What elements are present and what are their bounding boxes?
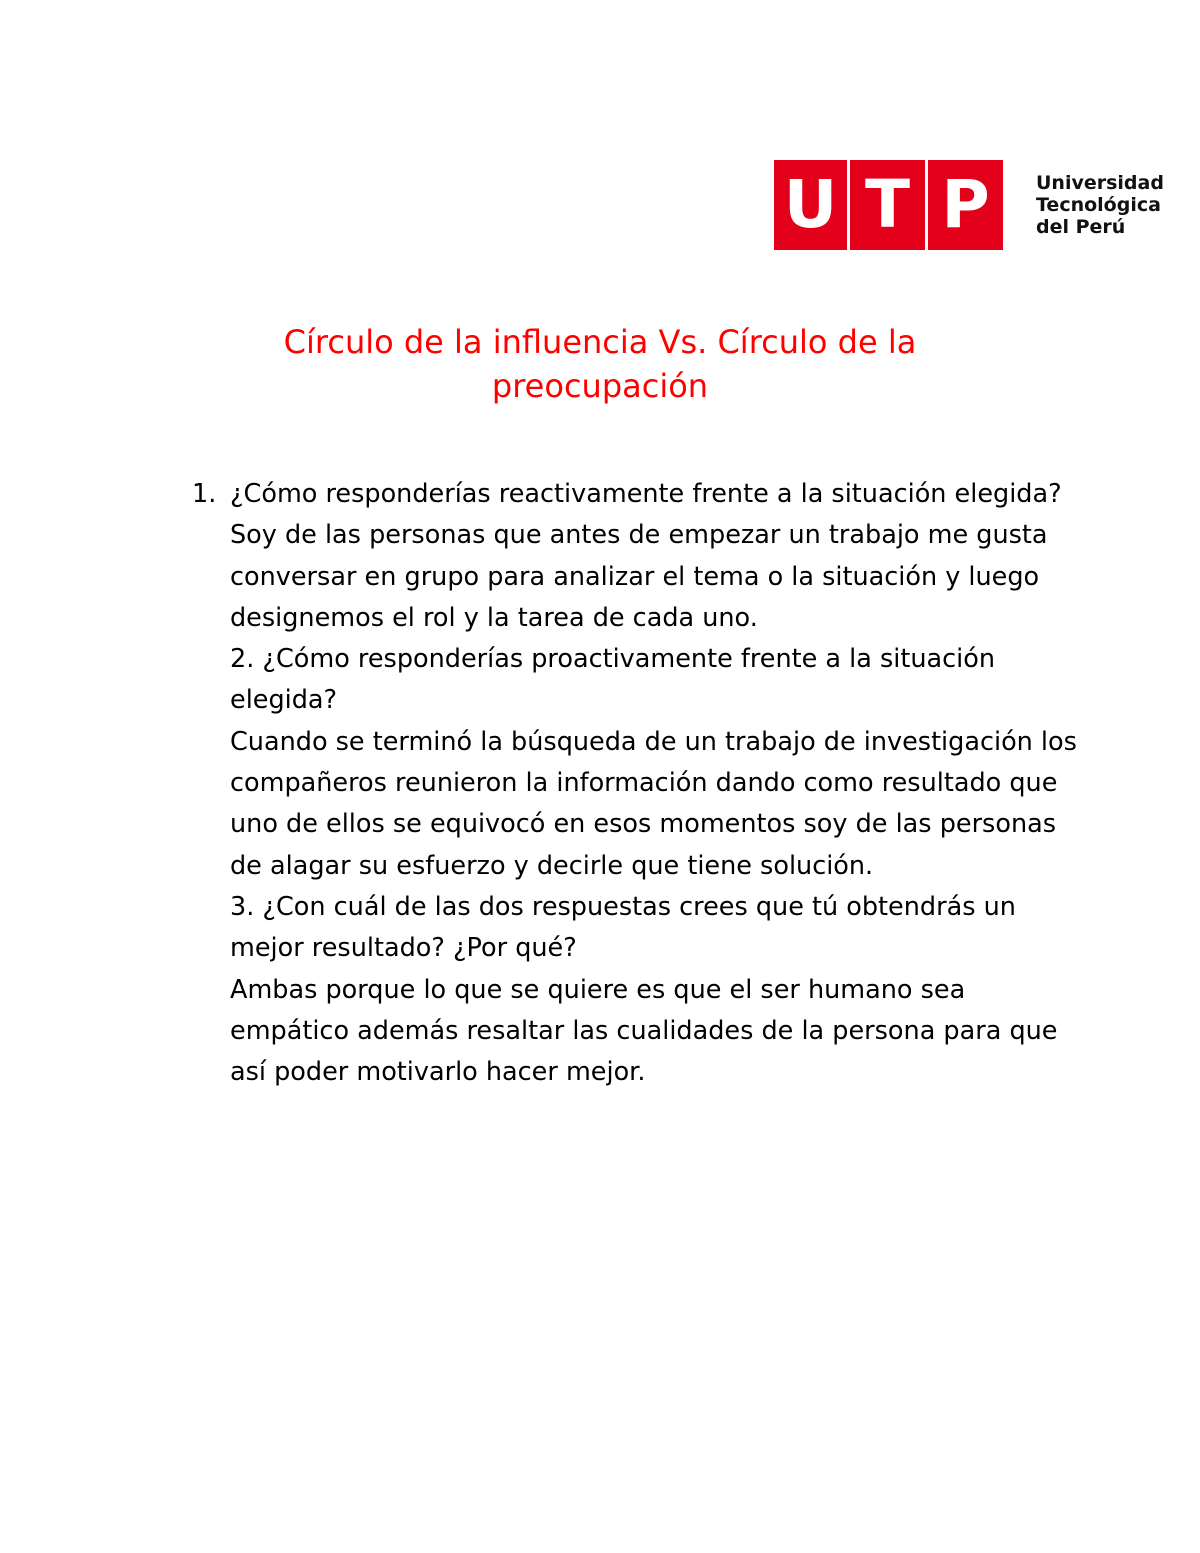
list-number-1: 1. <box>192 479 217 509</box>
answer-3-line-3: así poder motivarlo hacer mejor. <box>230 1057 646 1088</box>
logo-university-name <box>1036 160 1164 250</box>
logo-letter-p: P <box>928 160 1003 250</box>
document-body <box>192 474 1090 1093</box>
answer-2-line-1: Cuando se terminó la búsqueda de un trabajo de investigación los <box>230 726 1077 757</box>
question-3-line-2: mejor resultado? ¿Por qué? <box>230 933 577 964</box>
title-line-2: preocupación <box>491 367 709 405</box>
answer-2-line-4: de alagar su esfuerzo y decirle que tiene solución. <box>230 850 874 881</box>
answer-1-line-1: Soy de las personas que antes de empezar un trabajo me gusta <box>230 520 1048 551</box>
document-title <box>200 320 1000 408</box>
answer-3-line-2: empático además resaltar las cualidades de la persona para que <box>230 1015 1058 1046</box>
question-3-line-1: 3. ¿Con cuál de las dos respuestas crees que tú obtendrás un <box>230 891 1016 922</box>
logo-letter-u: U <box>774 160 847 250</box>
answer-2-line-2: compañeros reunieron la información dando como resultado que <box>230 768 1058 799</box>
logo-name-line-3: del Perú <box>1036 216 1126 238</box>
title-line-1: Círculo de la influencia Vs. Círculo de la <box>283 323 917 361</box>
answer-1-line-2: conversar en grupo para analizar el tema o la situación y luego <box>230 561 1040 592</box>
question-1-text: ¿Cómo responderías reactivamente frente a la situación elegida? <box>230 479 1062 509</box>
question-2-line-2: elegida? <box>230 685 338 716</box>
answer-2-line-3: uno de ellos se equivocó en esos momentos soy de las personas <box>230 809 1057 840</box>
answer-1-line-3: designemos el rol y la tarea de cada uno. <box>230 602 758 633</box>
answer-3-line-1: Ambas porque lo que se quiere es que el ser humano sea <box>230 974 966 1005</box>
logo-name-line-2: Tecnológica <box>1036 194 1161 216</box>
question-1-line <box>192 474 1090 515</box>
logo-name-line-1: Universidad <box>1036 172 1164 194</box>
utp-logo <box>774 160 1164 250</box>
logo-letter-t: T <box>850 160 925 250</box>
question-2-line-1: 2. ¿Cómo responderías proactivamente frente a la situación <box>230 644 995 675</box>
